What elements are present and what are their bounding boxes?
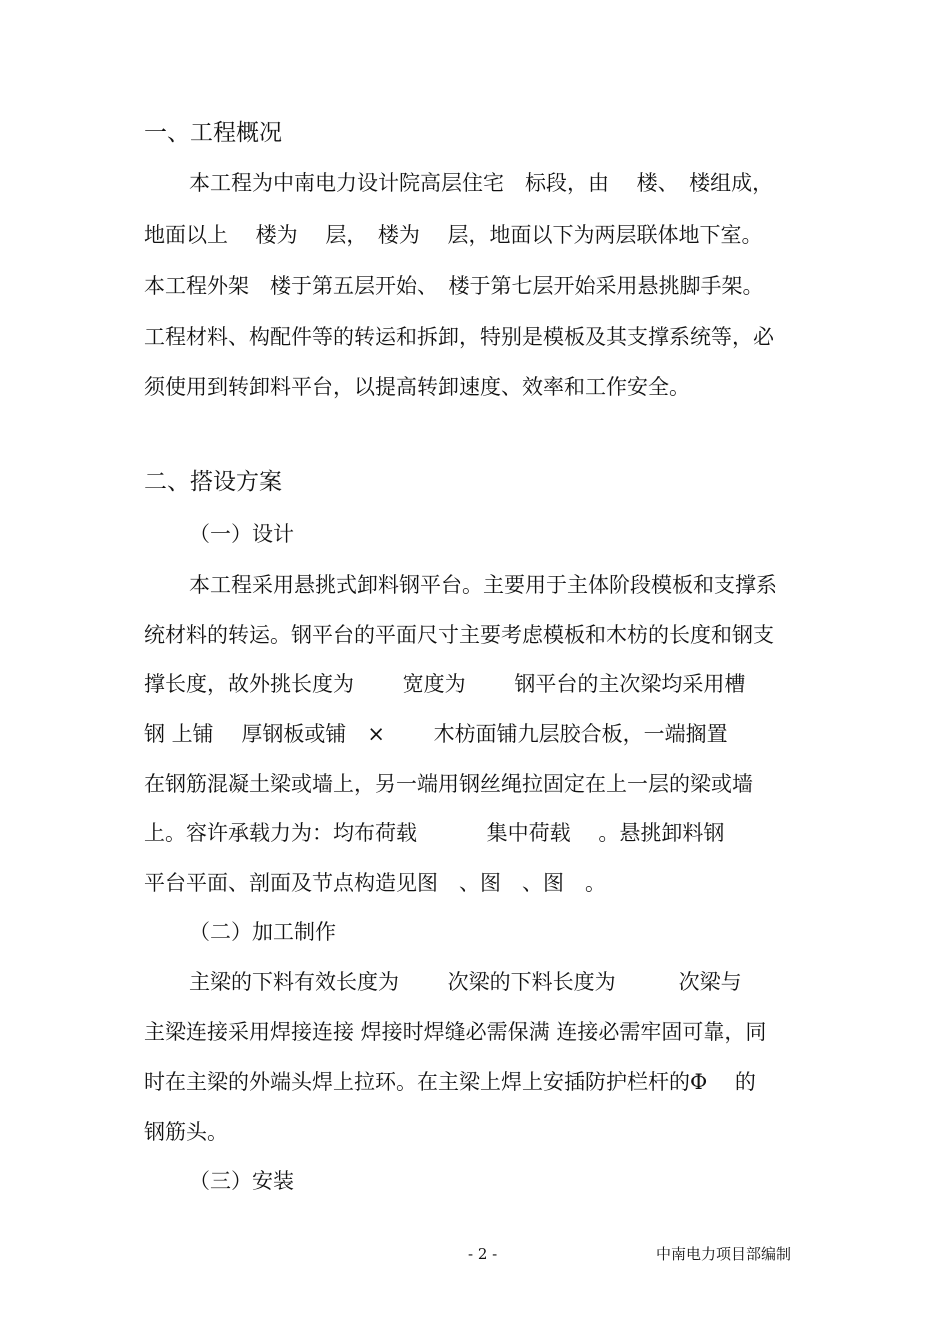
footer-editor: 中南电力项目部编制 — [656, 1245, 792, 1263]
paragraph-line: 撑长度，故外挑长度为 宽度为 钢平台的主次梁均采用槽 — [144, 672, 746, 696]
paragraph-line: 本工程外架 楼于第五层开始、 楼于第七层开始采用悬挑脚手架。 — [144, 274, 764, 298]
paragraph-line: 平台平面、剖面及节点构造见图 、图 、图 。 — [144, 871, 606, 895]
paragraph-line: 钢筋头。 — [144, 1120, 228, 1144]
paragraph-line: 本工程为中南电力设计院高层住宅 标段，由 楼、 楼组成， — [189, 171, 774, 195]
page-number: - 2 - — [468, 1245, 498, 1263]
subsection-heading-design: （一）设计 — [189, 522, 294, 546]
paragraph-line: 统材料的转运。钢平台的平面尺寸主要考虑模板和木枋的长度和钢支 — [144, 623, 774, 647]
paragraph-line: 上。容许承载力为：均布荷载 集中荷载 。悬挑卸料钢 — [144, 821, 725, 845]
section-heading-overview: 一、工程概况 — [144, 120, 282, 146]
paragraph-line: 在钢筋混凝土梁或墙上，另一端用钢丝绳拉固定在上一层的梁或墙 — [144, 772, 753, 796]
paragraph-line: 钢 上铺 厚钢板或铺 × 木枋面铺九层胶合板，一端搁置 — [144, 722, 728, 746]
paragraph-line: 主梁的下料有效长度为 次梁的下料长度为 次梁与 — [189, 970, 742, 994]
paragraph-line: 主梁连接采用焊接连接 焊接时焊缝必需保满 连接必需牢固可靠，同 — [144, 1020, 767, 1044]
paragraph-line: 须使用到转卸料平台，以提高转卸速度、效率和工作安全。 — [144, 375, 690, 399]
subsection-heading-fabrication: （二）加工制作 — [189, 920, 336, 944]
paragraph-line: 地面以上 楼为 层， 楼为 层，地面以下为两层联体地下室。 — [144, 223, 763, 247]
paragraph-line: 本工程采用悬挑式卸料钢平台。主要用于主体阶段模板和支撑系 — [189, 573, 777, 597]
subsection-heading-installation: （三）安装 — [189, 1169, 294, 1193]
paragraph-line: 时在主梁的外端头焊上拉环。在主梁上焊上安插防护栏杆的Φ 的 — [144, 1070, 756, 1094]
paragraph-line: 工程材料、构配件等的转运和拆卸，特别是模板及其支撑系统等，必 — [144, 325, 774, 349]
section-heading-plan: 二、搭设方案 — [144, 469, 282, 495]
